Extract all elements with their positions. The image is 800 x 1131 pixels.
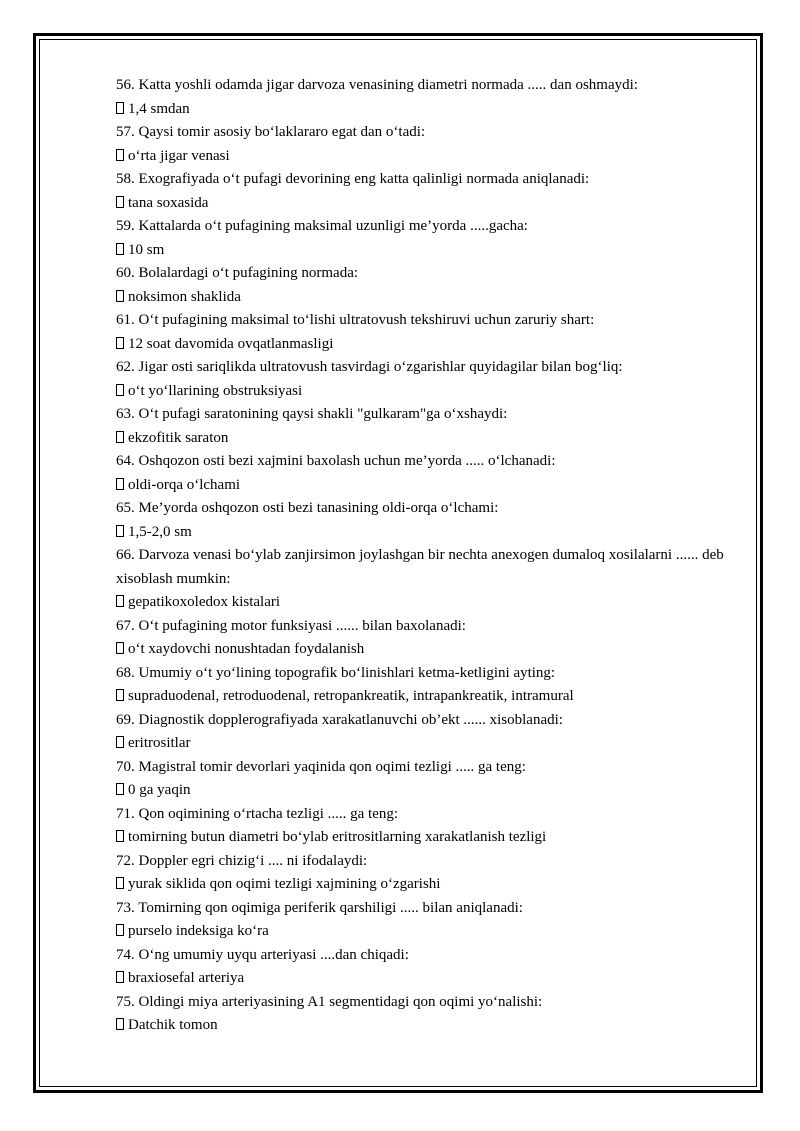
answer-box-icon [116,642,124,654]
answer-text: oʻt xaydovchi nonushtadan foydalanish [128,641,365,657]
question-62: 62. Jigar osti sariqlikda ultratovush tasvirdagi oʻzgarishlar quyidagilar bilan bogʻliq: [116,359,623,375]
question-58: 58. Exografiyada oʻt pufagi devorining eng katta qalinligi normada aniqlanadi: [116,171,590,187]
answer-box-icon [116,102,124,114]
answer-text: tana soxasida [128,194,209,211]
answer-box-icon [116,924,124,936]
answer-64 [116,474,746,498]
answer-text: eritrositlar [128,735,191,751]
question-60: 60. Bolalardagi oʻt pufagining normada: [116,265,359,281]
answer-70 [116,779,746,803]
answer-box-icon [116,736,124,748]
answer-text: supraduodenal, retroduodenal, retropankreatik, intrapankreatik, intramural [128,688,574,704]
answer-text: noksimon shaklida [128,288,241,305]
answer-63 [116,427,746,451]
answer-box-icon [116,431,124,443]
answer-text: tomirning butun diametri boʻylab eritrositlarning xarakatlanish tezligi [128,829,547,845]
answer-box-icon [116,149,124,161]
answer-71 [116,826,746,850]
question-64: 64. Oshqozon osti bezi xajmini baxolash uchun me’yorda ..... oʻlchanadi: [116,453,556,469]
answer-60 [116,286,746,310]
answer-66 [116,591,746,615]
answer-57 [116,145,746,169]
answer-text: oldi-orqa oʻlchami [128,476,241,493]
question-68: 68. Umumiy oʻt yoʻlining topografik boʻlinishlari ketma-ketligini ayting: [116,664,556,681]
answer-58 [116,192,746,216]
answer-text: 10 sm [128,241,165,258]
question-72: 72. Doppler egri chizigʻi .... ni ifodalaydi: [116,852,368,869]
answer-box-icon [116,525,124,537]
question-67: 67. Oʻt pufagining motor funksiyasi ...... bilan baxolanadi: [116,617,466,634]
answer-75 [116,1014,746,1038]
question-74: 74. Oʻng umumiy uyqu arteriyasi ....dan chiqadi: [116,946,409,963]
answer-box-icon [116,337,124,349]
answer-text: 12 soat davomida ovqatlanmasligi [128,335,334,352]
answer-59 [116,239,746,263]
answer-56 [116,98,746,122]
answer-box-icon [116,830,124,842]
answer-text: oʻrta jigar venasi [128,147,230,164]
answer-text: oʻt yoʻllarining obstruksiyasi [128,382,303,399]
answer-text: 1,4 smdan [128,100,190,117]
question-63: 63. Oʻt pufagi saratonining qaysi shakli "gulkaram"ga oʻxshaydi: [116,406,508,422]
answer-box-icon [116,595,124,607]
answer-box-icon [116,478,124,490]
question-75: 75. Oldingi miya arteriyasining A1 segmentidagi qon oqimi yoʻnalishi: [116,993,543,1010]
answer-box-icon [116,290,124,302]
question-61: 61. Oʻt pufagining maksimal toʻlishi ultratovush tekshiruvi uchun zaruriy shart: [116,312,595,328]
answer-text: yurak siklida qon oqimi tezligi xajmining oʻzgarishi [128,876,441,892]
answer-69 [116,732,746,756]
answer-67 [116,638,746,662]
question-65: 65. Me’yorda oshqozon osti bezi tanasining oldi-orqa oʻlchami: [116,500,499,516]
answer-text: 0 ga yaqin [128,782,191,798]
question-69: 69. Diagnostik dopplerografiyada xarakatlanuvchi ob’ekt ...... xisoblanadi: [116,711,563,728]
answer-72 [116,873,746,897]
answer-61 [116,333,746,357]
question-59: 59. Kattalarda oʻt pufagining maksimal uzunligi me’yorda .....gacha: [116,218,528,234]
answer-62 [116,380,746,404]
answer-text: Datchik tomon [128,1017,218,1033]
answer-text: ekzofitik saraton [128,429,229,446]
question-56: 56. Katta yoshli odamda jigar darvoza venasining diametri normada ..... dan oshmaydi: [116,77,638,93]
question-57: 57. Qaysi tomir asosiy boʻlaklararo egat dan oʻtadi: [116,124,426,140]
answer-box-icon [116,689,124,701]
question-list [116,74,746,1038]
answer-box-icon [116,243,124,255]
answer-65 [116,521,746,545]
answer-74 [116,967,746,991]
answer-68 [116,685,746,709]
answer-box-icon [116,1018,124,1030]
answer-box-icon [116,877,124,889]
answer-box-icon [116,384,124,396]
answer-text: purselo indeksiga koʻra [128,923,269,939]
answer-text: gepatikoxoledox kistalari [128,594,281,610]
answer-73 [116,920,746,944]
answer-box-icon [116,783,124,795]
question-71: 71. Qon oqimining oʻrtacha tezligi ..... ga teng: [116,805,399,822]
answer-box-icon [116,971,124,983]
answer-text: 1,5-2,0 sm [128,523,192,540]
answer-box-icon [116,196,124,208]
question-73: 73. Tomirning qon oqimiga periferik qarshiligi ..... bilan aniqlanadi: [116,899,523,916]
question-66: 66. Darvoza venasi boʻylab zanjirsimon joylashgan bir nechta anexogen dumaloq xosilalarni ...... deb xisoblash mumkin: [116,547,724,587]
answer-text: braxiosefal arteriya [128,970,245,986]
question-70: 70. Magistral tomir devorlari yaqinida qon oqimi tezligi ..... ga teng: [116,758,526,775]
